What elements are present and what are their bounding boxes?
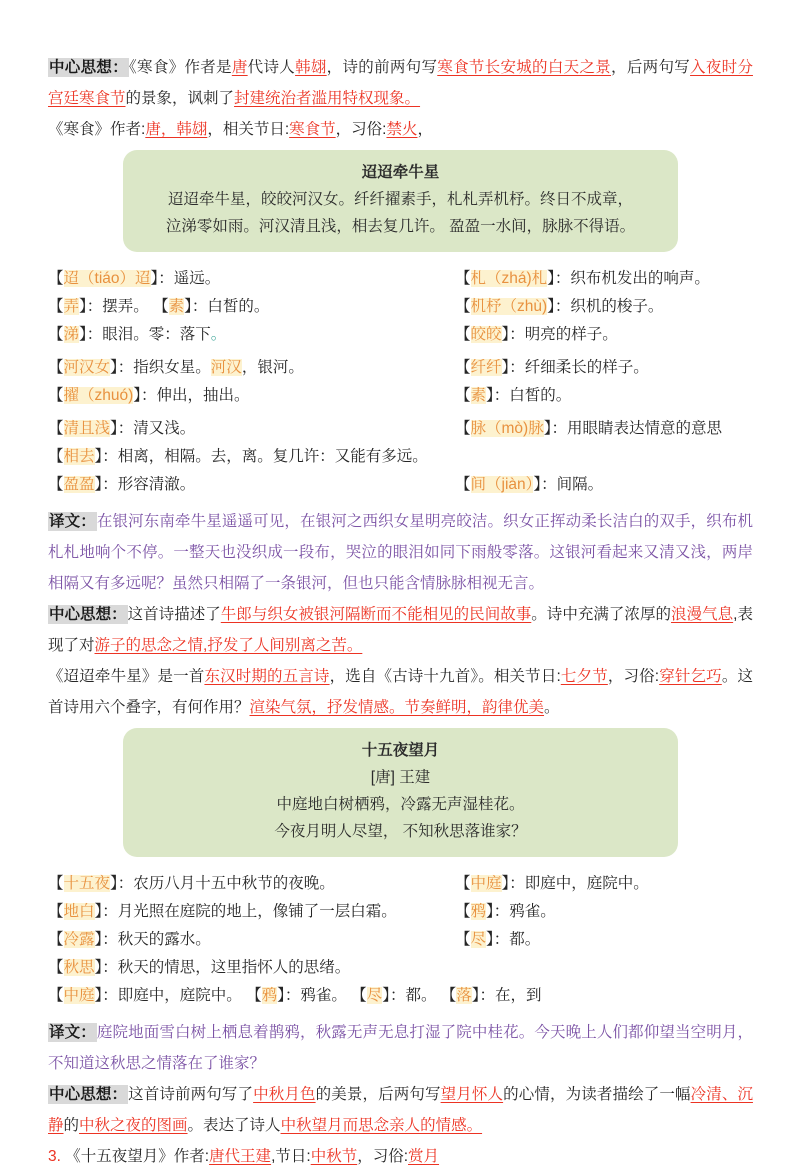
vocab-entry-left xyxy=(48,443,455,471)
text-run: 《寒食》作者是 xyxy=(129,59,232,76)
vocab-row xyxy=(48,415,753,443)
poem-line: 泣涕零如雨。河汉清且浅，相去复几许。 盈盈一水间，脉脉不得语。 xyxy=(165,218,636,235)
highlighted-text: 游子的思念之情,抒发了人间别离之苦。 xyxy=(94,637,363,654)
vocab-term: 河汉 xyxy=(210,359,242,376)
vocab-entry-right xyxy=(455,265,753,293)
vocab-term: 札（zhá)札 xyxy=(470,270,548,287)
vocab-shiwuye xyxy=(48,870,753,1010)
text-run: ，习俗: xyxy=(357,1148,409,1165)
text-run: ， xyxy=(417,121,433,138)
highlighted-text: 3. xyxy=(48,1148,66,1165)
text-run: 】：月光照在庭院的地上，像铺了一层白霜。 xyxy=(94,903,397,920)
text-run: 的美景，后两句写 xyxy=(315,1086,441,1103)
vocab-term: 盈盈 xyxy=(63,476,95,493)
text-run: 】：明亮的样子。 xyxy=(501,326,618,343)
vocab-term: 中庭 xyxy=(63,987,95,1004)
text-run: 代诗人 xyxy=(247,59,296,76)
text-run: 。诗中充满了浓厚的 xyxy=(531,606,672,623)
text-run: 。 xyxy=(210,326,227,343)
vocab-term: 素 xyxy=(168,298,185,315)
text-run: ，习俗: xyxy=(607,668,660,685)
vocab-entry-left xyxy=(48,293,455,321)
text-run: 【 xyxy=(455,420,471,437)
text-run: 。这首诗用六个叠字，有何作用？ xyxy=(48,668,753,716)
document xyxy=(48,52,753,1172)
highlighted-text: 唐代王建 xyxy=(209,1148,272,1165)
vocab-row xyxy=(48,265,753,293)
highlighted-text: 七夕节 xyxy=(560,668,608,685)
highlighted-text: 赏月 xyxy=(408,1148,440,1165)
vocab-entry-left xyxy=(48,471,455,499)
text-run: 】：鸦雀。 【 xyxy=(277,987,367,1004)
text-run: 】：即庭中，庭院中。 xyxy=(501,875,649,892)
poem-tiaotiao xyxy=(123,150,678,252)
vocab-entry-left xyxy=(48,926,455,954)
poem-title: 十五夜望月 xyxy=(361,742,440,759)
vocab-term: 地白 xyxy=(63,903,95,920)
vocab-term: 脉（mò)脉 xyxy=(470,420,544,437)
text-run: 【 xyxy=(48,875,64,892)
section-label: 译文： xyxy=(49,513,96,530)
text-run: 这首诗描述了 xyxy=(127,606,221,623)
section-label: 中心思想： xyxy=(49,1086,128,1103)
vocab-entry-left xyxy=(48,415,455,443)
text-run: 《十五夜望月》作者: xyxy=(65,1148,210,1165)
text-run: 的景象，讽刺了 xyxy=(125,90,235,107)
vocab-term: 相去 xyxy=(63,448,95,465)
vocab-row xyxy=(48,471,753,499)
text-run: 】：秋天的情思，这里指怀人的思绪。 xyxy=(94,959,351,976)
vocab-entry-left xyxy=(48,382,455,410)
shiwuye-facts xyxy=(48,1141,753,1172)
hanshi-facts xyxy=(48,114,753,145)
vocab-entry-left xyxy=(48,982,542,1010)
text-run: 这首诗前两句写了 xyxy=(128,1086,254,1103)
highlighted-text: 冷清、沉静 xyxy=(48,1086,753,1134)
poem-line: 中庭地白树栖鸦，冷露无声湿桂花。 xyxy=(276,796,525,813)
vocab-row xyxy=(48,982,753,1010)
vocab-entry-right xyxy=(455,471,753,499)
vocab-term: 迢（tiáo）迢 xyxy=(63,270,151,287)
vocab-entry-right xyxy=(455,898,753,926)
highlighted-text: 望月怀人 xyxy=(440,1086,504,1103)
highlighted-text: 渲染气氛，抒发情感。节奏鲜明，韵律优美 xyxy=(249,699,545,716)
vocab-term: 鸦 xyxy=(470,903,487,920)
vocab-row xyxy=(48,898,753,926)
text-run: 】：在，到 xyxy=(471,987,542,1004)
text-run: 】：纤细柔长的样子。 xyxy=(501,359,649,376)
text-run: 】：相离，相隔。去，离。复几许：又能有多远。 xyxy=(94,448,428,465)
vocab-term: 鸦 xyxy=(261,987,278,1004)
translation-text: 在银河东南牵牛星遥遥可见，在银河之西织女星明亮皎洁。织女正挥动柔长洁白的双手，织布机札札地响个不停。一整天也没织成一段布，哭泣的眼泪如同下雨般零落。这银河看起来又清又浅，两岸相隔又有多远呢？虽然只相隔了一条银河，但也只能含情脉脉相视无言。 xyxy=(48,513,753,592)
poem-line: 迢迢牵牛星，皎皎河汉女。纤纤擢素手，札札弄机杼。终日不成章， xyxy=(167,191,633,208)
vocab-entry-right xyxy=(455,954,753,982)
text-run: 】：伸出，抽出。 xyxy=(133,387,250,404)
text-run: ，诗的前两句写 xyxy=(326,59,438,76)
highlighted-text: 中秋之夜的图画 xyxy=(79,1117,188,1134)
highlighted-text: 浪漫气息 xyxy=(671,606,734,623)
vocab-entry-right xyxy=(455,382,753,410)
highlighted-text: 东汉时期的五言诗 xyxy=(204,668,330,685)
text-run: 【 xyxy=(48,448,64,465)
highlighted-text: 封建统治者滥用特权现象。 xyxy=(234,90,421,107)
text-run: 【 xyxy=(48,270,64,287)
vocab-entry-right xyxy=(455,354,753,382)
vocab-term: 弄 xyxy=(63,298,80,315)
text-run: 】：织布机发出的响声。 xyxy=(547,270,710,287)
section-label: 中心思想： xyxy=(49,59,128,76)
vocab-row xyxy=(48,443,753,471)
vocab-term: 河汉女 xyxy=(63,359,111,376)
vocab-entry-left xyxy=(48,870,455,898)
text-run: 。 xyxy=(544,699,560,716)
text-run: 【 xyxy=(455,270,471,287)
text-run: 】：遥远。 xyxy=(150,270,221,287)
vocab-term: 中庭 xyxy=(470,875,502,892)
text-run: 【 xyxy=(48,387,64,404)
text-run: 】：指织女星。 xyxy=(110,359,211,376)
text-run: 【 xyxy=(48,476,64,493)
text-run: 】：秋天的露水。 xyxy=(94,931,211,948)
text-run: 】：白皙的。 xyxy=(486,387,572,404)
text-run: 】：织机的梭子。 xyxy=(547,298,664,315)
text-run: 】：摆弄。 【 xyxy=(79,298,169,315)
text-run: 【 xyxy=(48,903,64,920)
text-run: 】：清又浅。 xyxy=(110,420,196,437)
text-run: 【 xyxy=(455,875,471,892)
translation-shiwuye xyxy=(48,1017,753,1079)
text-run: 】：白皙的。 xyxy=(184,298,270,315)
text-run: 】：都。 【 xyxy=(382,987,457,1004)
summary-hanshi xyxy=(48,52,753,114)
vocab-term: 间（jiàn） xyxy=(470,476,534,493)
text-run: 《迢迢牵牛星》是一首 xyxy=(48,668,205,685)
text-run: 】：用眼睛表达情意的意思 xyxy=(543,420,722,437)
text-run: 【 xyxy=(455,387,471,404)
vocab-entry-right xyxy=(455,321,753,349)
vocab-row xyxy=(48,321,753,349)
text-run: 【 xyxy=(48,931,64,948)
vocab-tiaotiao xyxy=(48,265,753,499)
vocab-row xyxy=(48,382,753,410)
vocab-term: 尽 xyxy=(366,987,383,1004)
vocab-row xyxy=(48,954,753,982)
summary-tiaotiao xyxy=(48,599,753,661)
text-run: 【 xyxy=(455,476,471,493)
section-label: 译文： xyxy=(49,1024,96,1041)
summary-shiwuye xyxy=(48,1079,753,1141)
text-run: ,节日: xyxy=(271,1148,311,1165)
text-run: 的心情，为读者描绘了一幅 xyxy=(503,1086,691,1103)
vocab-entry-left xyxy=(48,354,455,382)
text-run: 【 xyxy=(455,298,471,315)
vocab-term: 清且浅 xyxy=(63,420,111,437)
text-run: 【 xyxy=(455,359,471,376)
section-label: 中心思想： xyxy=(49,606,127,623)
text-run: 】：农历八月十五中秋节的夜晚。 xyxy=(110,875,335,892)
highlighted-text: 寒食节 xyxy=(289,121,336,138)
text-run: 。表达了诗人 xyxy=(187,1117,281,1134)
text-run: ，银河。 xyxy=(241,359,304,376)
text-run: ，相关节日: xyxy=(207,121,290,138)
vocab-term: 纤纤 xyxy=(470,359,502,376)
text-run: 【 xyxy=(48,326,64,343)
text-run: 【 xyxy=(48,987,64,1004)
vocab-term: 尽 xyxy=(470,931,487,948)
text-run: 】：即庭中，庭院中。 【 xyxy=(94,987,262,1004)
highlighted-text: 中秋节 xyxy=(310,1148,358,1165)
vocab-entry-left xyxy=(48,321,455,349)
text-run: 【 xyxy=(455,903,471,920)
highlighted-text: 禁火 xyxy=(386,121,418,138)
highlighted-text: 韩翃 xyxy=(295,59,327,76)
highlighted-text: 寒食节长安城的白天之景 xyxy=(437,59,612,76)
vocab-term: 皎皎 xyxy=(470,326,502,343)
vocab-entry-right xyxy=(455,293,753,321)
vocab-row xyxy=(48,870,753,898)
highlighted-text: 入夜时分宫廷寒食节 xyxy=(48,59,753,107)
poem-author: [唐] 王建 xyxy=(370,769,431,786)
text-run: ，选自《古诗十九首》。相关节日: xyxy=(329,668,561,685)
text-run: ，习俗: xyxy=(335,121,387,138)
vocab-row xyxy=(48,293,753,321)
vocab-entry-left xyxy=(48,265,455,293)
text-run: 】：都。 xyxy=(486,931,541,948)
text-run: 【 xyxy=(48,298,64,315)
highlighted-text: 唐，韩翃 xyxy=(145,121,208,138)
highlighted-text: 中秋月色 xyxy=(253,1086,316,1103)
text-run: 】：形容清澈。 xyxy=(94,476,196,493)
poem-shiwuye xyxy=(123,728,678,857)
vocab-row xyxy=(48,354,753,382)
poem-title: 迢迢牵牛星 xyxy=(361,164,440,181)
highlighted-text: 牛郎与织女被银河隔断而不能相见的民间故事 xyxy=(220,606,532,623)
text-run: 的 xyxy=(63,1117,80,1134)
vocab-entry-right xyxy=(455,443,753,471)
text-run: 《寒食》作者: xyxy=(48,121,146,138)
text-run: ,表现了对 xyxy=(48,606,753,654)
poem-line: 今夜月明人尽望， 不知秋思落谁家？ xyxy=(274,823,527,840)
vocab-entry-left xyxy=(48,898,455,926)
highlighted-text: 唐 xyxy=(231,59,248,76)
vocab-entry-right xyxy=(455,415,753,443)
highlighted-text: 穿针乞巧 xyxy=(659,668,722,685)
text-run: 【 xyxy=(48,420,64,437)
vocab-entry-right xyxy=(455,870,753,898)
translation-text: 庭院地面雪白树上栖息着鹊鸦，秋露无声无息打湿了院中桂花。今天晚上人们都仰望当空明月，不知道这秋思之情落在了谁家？ xyxy=(48,1024,753,1072)
vocab-term: 落 xyxy=(456,987,472,1004)
vocab-row xyxy=(48,926,753,954)
text-run: 】：间隔。 xyxy=(533,476,604,493)
text-run: 】：鸦雀。 xyxy=(486,903,556,920)
vocab-term: 素 xyxy=(470,387,487,404)
text-run: 【 xyxy=(48,959,64,976)
tiaotiao-facts xyxy=(48,661,753,723)
text-run: 】：眼泪。零：落下 xyxy=(79,326,211,343)
text-run: ，后两句写 xyxy=(611,59,691,76)
vocab-entry-right xyxy=(455,982,753,1010)
text-run: 【 xyxy=(455,326,471,343)
vocab-term: 擢（zhuó) xyxy=(63,387,134,404)
vocab-entry-left xyxy=(48,954,455,982)
highlighted-text: 中秋望月而思念亲人的情感。 xyxy=(280,1117,483,1134)
vocab-term: 机杼（zhù) xyxy=(470,298,548,315)
vocab-term: 冷露 xyxy=(63,931,95,948)
vocab-entry-right xyxy=(455,926,753,954)
vocab-term: 涕 xyxy=(63,326,80,343)
text-run: 【 xyxy=(455,931,471,948)
text-run: 【 xyxy=(48,359,64,376)
vocab-term: 十五夜 xyxy=(63,875,111,892)
vocab-term: 秋思 xyxy=(63,959,95,976)
translation-tiaotiao xyxy=(48,506,753,599)
